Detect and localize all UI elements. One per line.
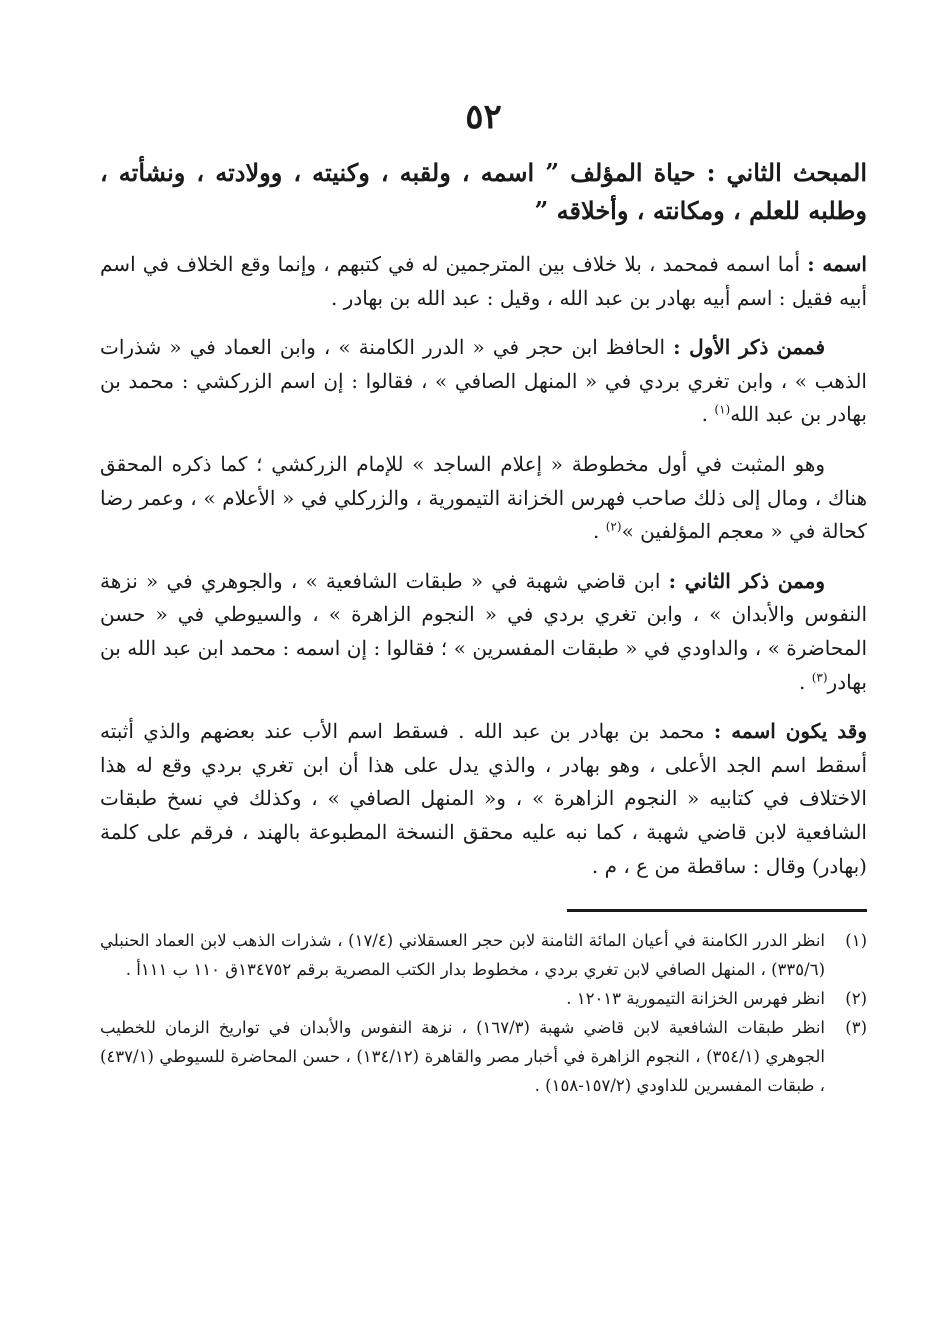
paragraph-text: أما اسمه فمحمد ، بلا خلاف بين المترجمين له في كتبهم ، وإنما وقع الخلاف في اسم أبيه فقيل : اسم أبيه بهادر بن عبد الله ، وقيل : عبد الله بن بهادر .: [100, 252, 867, 310]
paragraph-second-view: [100, 565, 867, 699]
footnote-1: [100, 926, 867, 984]
footnote-number: (٣): [845, 1018, 867, 1038]
footnote-number: (١): [845, 931, 868, 951]
paragraph-lead: فممن ذكر الأول :: [673, 335, 826, 360]
paragraph-text: ابن قاضي شهبة في « طبقات الشافعية » ، والجوهري في « نزهة النفوس والأبدان » ، وابن تغري بردي في « النجوم الزاهرة » ، والسيوطي في « حسن المحاضرة » ، والداودي في « طبقات المفسرين » ؛ فقالوا : إن اسمه : محمد ابن عبد الله بن بهادر: [100, 568, 867, 694]
paragraph-name: [100, 248, 867, 315]
paragraph-tail: .: [593, 519, 606, 544]
paragraph-first-view: [100, 331, 867, 432]
book-page: [100, 97, 868, 1100]
section-heading: المبحث الثاني : حياة المؤلف ” اسمه ، ولقبه ، وكنيته ، وولادته ، ونشأته ، وطلبه للعلم ، ومكانته ، وأخلاقه ”: [100, 158, 867, 225]
footnotes: [100, 926, 867, 1100]
paragraph-lead: وممن ذكر الثاني :: [668, 568, 825, 593]
footnote-text: انظر فهرس الخزانة التيمورية ١٢٠١٣ .: [566, 989, 825, 1009]
paragraph-conclusion: [100, 715, 867, 883]
paragraph-tail: .: [701, 402, 715, 427]
paragraph-manuscript: [100, 448, 867, 549]
paragraph-lead: وقد يكون اسمه :: [713, 719, 868, 744]
footnote-text: انظر طبقات الشافعية لابن قاضي شهبة (١٦٧/٣) ، نزهة النفوس والأبدان في تواريخ الزمان للخطيب الجوهري (٣٥٤/١) ، النجوم الزاهرة في أخبار مصر والقاهرة (١٣٤/١٢) ، حسن المحاضرة للسيوطي (٤٣٧/١) ، طبقات المفسرين للداودي (١٥٧/٢-١٥٨) .: [100, 1018, 825, 1096]
paragraph-text: الحافظ ابن حجر في « الدرر الكامنة » ، وابن العماد في « شذرات الذهب » ، وابن تغري بردي في « المنهل الصافي » ، فقالوا : إن اسم الزركشي : محمد بن بهادر بن عبد الله: [100, 335, 867, 427]
footnote-divider: [567, 909, 867, 912]
footnote-number: (٢): [845, 989, 867, 1009]
paragraph-text: محمد بن بهادر بن عبد الله . فسقط اسم الأب عند بعضهم والذي أثبته أسقط اسم الجد الأعلى ، وهو بهادر ، والذي يدل على هذا أن ابن تغري بردي وقع له هذا الاختلاف في كتابيه « النجوم الزاهرة » ، و« المنهل الصافي » ، وكذلك في نسخ طبقات الشافعية لابن قاضي شهبة ، كما نبه عليه محقق النسخة المطبوعة بالهند ، فرقم على كلمة (بهادر) وقال : ساقطة من ع ، م .: [100, 719, 867, 878]
footnote-2: [100, 984, 867, 1013]
footnote-text: انظر الدرر الكامنة في أعيان المائة الثامنة لابن حجر العسقلاني (١٧/٤) ، شذرات الذهب لابن العماد الحنبلي (٣٣٥/٦) ، المنهل الصافي لابن تغري بردي ، مخطوط بدار الكتب المصرية برقم ١٣٤٧٥٢ق ١١٠ ب ١١١أ .: [100, 931, 826, 980]
paragraph-tail: .: [799, 669, 812, 694]
footnote-marker: (١): [714, 402, 731, 417]
page-number: ٥٢: [465, 97, 502, 137]
paragraph-text: وهو المثبت في أول مخطوطة « إعلام الساجد » للإمام الزركشي ؛ كما ذكره المحقق هناك ، ومال إلى ذلك صاحب فهرس الخزانة التيمورية ، والزركلي في « الأعلام » ، وعمر رضا كحالة في « معجم المؤلفين »: [100, 451, 867, 544]
footnote-marker: (٢): [605, 519, 622, 534]
paragraph-lead: اسمه :: [807, 252, 867, 276]
footnote-marker: (٣): [811, 669, 828, 684]
footnote-3: [100, 1013, 867, 1100]
